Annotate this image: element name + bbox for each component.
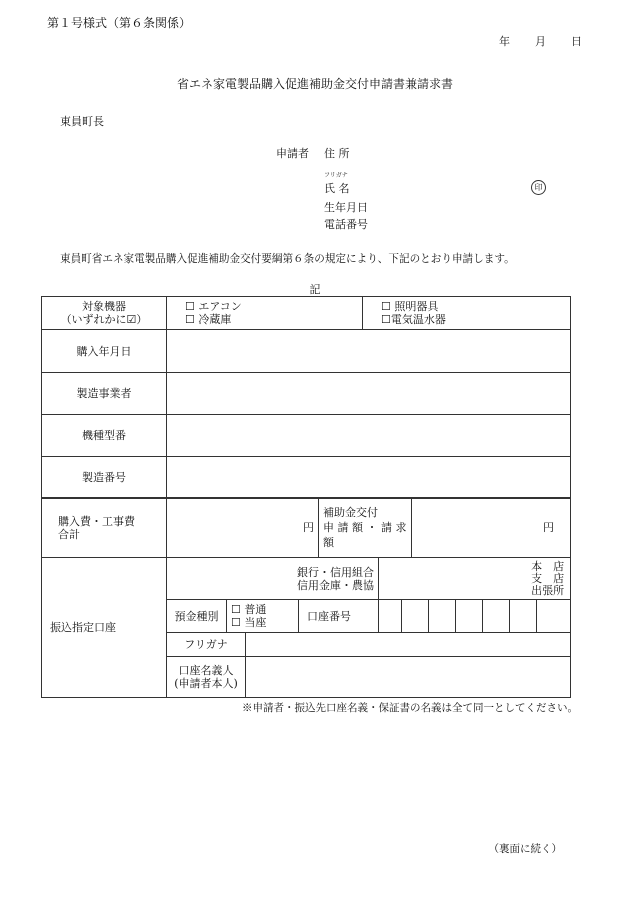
deposit-ordinary[interactable]: ☐ 普通 [231,603,267,616]
subsidy-label-2: 申 請 額 ・ 請 求 [323,521,407,534]
holder-furigana-field[interactable] [246,633,571,657]
model-field[interactable] [167,415,571,457]
model-row [42,415,571,457]
option-refrigerator[interactable]: ☐ 冷蔵庫 [185,313,232,326]
account-digit-5[interactable] [483,600,510,633]
serial-row [42,457,571,499]
deposit-type-label: 預金種別 [167,600,227,633]
target-device-label: 対象機器 [82,300,126,313]
seal-mark: 印 [531,180,546,195]
date-year: 年 [499,35,510,48]
holder-label-1: 口座名義人 [178,664,234,677]
holder-furigana-label: フリガナ [167,633,246,657]
option-aircon[interactable]: ☐ エアコン [185,300,242,313]
document-title: 省エネ家電製品購入促進補助金交付申請書兼請求書 [176,77,453,91]
option-lighting[interactable]: ☐ 照明器具 [381,300,439,313]
account-digit-1[interactable] [379,600,402,633]
purchase-date-field[interactable] [167,330,571,373]
account-digit-6[interactable] [510,600,537,633]
account-digit-2[interactable] [402,600,429,633]
bank-type-2: 信用金庫・農協 [297,578,374,592]
purchase-date-row [42,330,571,373]
addressee: 東員町長 [60,115,104,128]
subsidy-label-cell [319,498,412,558]
deposit-current[interactable]: ☐ 当座 [231,616,267,629]
bank-name-cell[interactable] [167,558,379,600]
applicant-phone-label: 電話番号 [324,218,368,231]
serial-label: 製造番号 [42,457,167,499]
branch-type-1: 本 店 [531,559,565,573]
option-water-heater[interactable]: ☐電気温水器 [381,313,446,326]
applicant-furigana-label: フリガナ [324,172,348,179]
cost-label-2: 合計 [58,527,80,541]
purchase-date-label: 購入年月日 [42,330,167,373]
applicant-birthdate-label: 生年月日 [324,201,368,214]
account-digit-4[interactable] [456,600,483,633]
bank-type-1: 銀行・信用組合 [297,565,374,579]
branch-cell[interactable] [379,558,571,600]
cost-label-cell [42,498,167,558]
cost-table [41,497,571,558]
target-options-cell-b [363,297,571,330]
branch-type-3: 出張所 [531,583,565,597]
target-device-label-cell [42,297,167,330]
account-table [41,557,571,698]
holder-name-field[interactable] [246,657,571,698]
model-label: 機種型番 [42,415,167,457]
applicant-name-label: 氏 名 [324,182,350,195]
holder-name-label-cell [167,657,246,698]
form-number: 第１号様式（第６条関係） [47,16,192,30]
manufacturer-row [42,373,571,415]
account-digit-7[interactable] [537,600,571,633]
date-day: 日 [571,35,582,48]
subsidy-label-3: 額 [323,536,334,549]
account-label: 振込指定口座 [42,558,167,698]
branch-type-2: 支 店 [531,571,565,585]
target-options-cell-a [167,297,363,330]
account-number-label: 口座番号 [299,600,379,633]
cost-yen: 円 [303,521,314,534]
statement: 東員町省エネ家電製品購入促進補助金交付要綱第６条の規定により、下記のとおり申請します。 [60,253,515,265]
cost-field[interactable] [167,498,319,558]
manufacturer-field[interactable] [167,373,571,415]
target-device-note: （いずれかに☑） [60,313,148,326]
serial-field[interactable] [167,457,571,499]
holder-label-2: (申請者本人) [174,677,238,690]
subsidy-label-1: 補助金交付 [323,506,378,519]
application-table [41,296,571,499]
continued-note: （裏面に続く） [488,843,562,855]
manufacturer-label: 製造事業者 [42,373,167,415]
footnote: ※申請者・振込先口座名義・保証書の名義は全て同一としてください。 [242,702,578,714]
subsidy-field[interactable] [412,498,571,558]
ki: 記 [309,283,321,296]
cost-label-1: 購入費・工事費 [58,514,135,528]
deposit-type-options [227,600,299,633]
applicant-label: 申請者 [276,147,309,160]
target-device-row [42,297,571,330]
subsidy-yen: 円 [543,521,554,534]
account-digit-3[interactable] [429,600,456,633]
applicant-address-label: 住 所 [324,147,350,160]
date-month: 月 [535,35,546,48]
